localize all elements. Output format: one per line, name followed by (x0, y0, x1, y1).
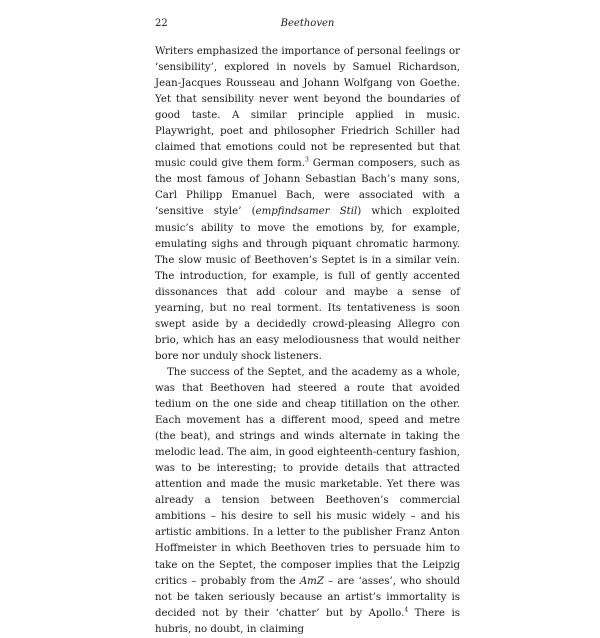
text-segment: ) which exploited music’s ability to move the emotions by, for example, emulating sighs and through piquant chromatic harmony. The slow music of Beethoven’s Septet is in a similar vein. The introduction, for example, is full of gently accented dissonances that add colour and maybe a sense of yearning, but no real torment. Its tentativeness is soon swept aside by a decidedly crowd-pleasing Allegro con brio, which has an easy melodiousness that would neither bore nor unduly shock listeners. (155, 206, 460, 362)
page-number: 22 (155, 18, 168, 29)
text-segment: Writers emphasized the importance of personal feelings or ‘sensibility’, explored in novels by Samuel Richardson, Jean-Jacques Rousseau and Johann Wolfgang von Goethe. Yet that sensibility never went beyond the boundaries of good taste. A similar principle applied in music. Playwright, poet and philosopher Friedrich Schiller had claimed that emotions could not be represented but that music could give them form. (155, 46, 460, 170)
text-segment: German composers, such as the most famous of Johann Sebastian Bach’s many sons, Carl Philipp Emanuel Bach, were associated with a ‘sensitive style’ ( (155, 158, 460, 218)
text-segment: The success of the Septet, and the academy as a whole, was that Beethoven had steered a route that avoided tedium on the one side and cheap titillation on the other. Each movement has a different mood, speed and metre (the beat), and strings and winds alternate in taking the melodic lead. The aim, in good eighteenth-century fashion, was to be interesting; to provide details that attracted attention and made the music marketable. Yet there was already a tension between Beethoven’s commercial ambitions – his desire to sell his music widely – and his artistic ambitions. In a letter to the publisher Franz Anton Hoffmeister in which Beethoven tries to persuade him to take on the Septet, the composer implies that the Leipzig critics – probably from the (155, 366, 460, 587)
paragraph-1 (155, 44, 460, 365)
text-segment: There is hubris, no doubt, in claiming (155, 607, 460, 635)
book-page (155, 18, 460, 638)
body-text (155, 44, 460, 638)
footnote-marker-3: 3 (304, 156, 309, 164)
running-title: Beethoven (280, 18, 335, 29)
footnote-marker-4: 4 (404, 606, 409, 614)
text-segment: – are ‘asses’, who should not be taken seriously because an artist’s immortality is decided not by their ‘chatter’ but by Apollo. (155, 575, 460, 619)
italic-term: AmZ (299, 575, 324, 587)
italic-term: empfindsamer Stil (255, 206, 358, 218)
running-head (155, 18, 460, 38)
paragraph-2 (155, 365, 460, 638)
